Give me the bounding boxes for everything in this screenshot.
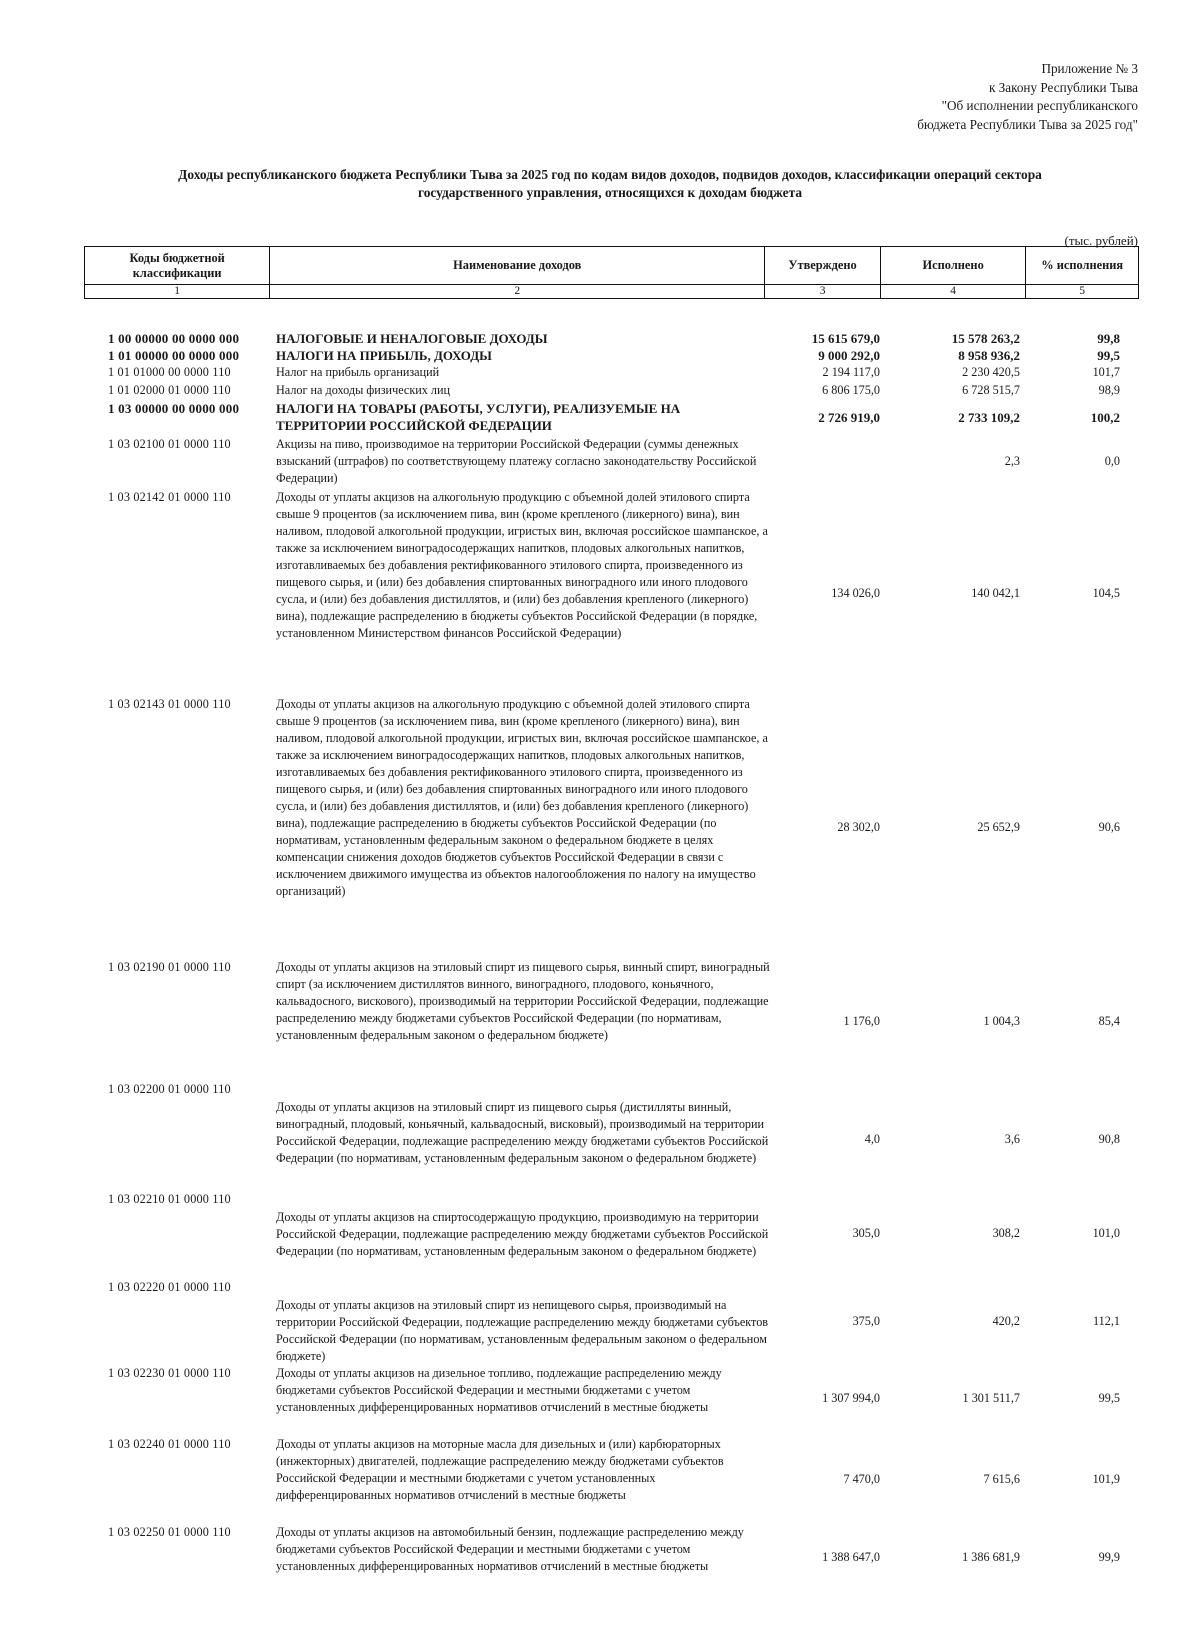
row-name: Налог на прибыль организаций xyxy=(276,365,440,379)
row-percent: 101,7 xyxy=(1092,365,1120,379)
row-percent: 99,8 xyxy=(1097,331,1120,346)
row-percent: 99,9 xyxy=(1098,1550,1120,1564)
header-executed: Исполнено xyxy=(881,247,1026,285)
header-codes: Коды бюджетной классификации xyxy=(85,247,270,285)
units-note: (тыс. рублей) xyxy=(1064,233,1138,248)
row-name: Доходы от уплаты акцизов на дизельное топливо, подлежащие распределению между бюджетами субъектов Российской Федерации и местными бюджетами с учетом установленных дифференцированных нормативов отчислений в местные бюджеты xyxy=(276,1366,722,1414)
row-executed: 1 301 511,7 xyxy=(962,1391,1020,1405)
row-percent: 98,9 xyxy=(1098,383,1120,397)
row-approved: 7 470,0 xyxy=(843,1472,880,1486)
row-approved: 1 307 994,0 xyxy=(822,1391,880,1405)
appendix-line: к Закону Республики Тыва xyxy=(988,79,1138,95)
row-executed: 3,6 xyxy=(1004,1132,1020,1146)
column-number: 5 xyxy=(1026,285,1139,299)
row-executed: 308,2 xyxy=(992,1226,1020,1240)
row-approved: 28 302,0 xyxy=(837,820,880,834)
row-percent: 85,4 xyxy=(1098,1014,1120,1028)
row-name: Доходы от уплаты акцизов на автомобильный бензин, подлежащие распределению между бюджетами субъектов Российской Федерации и местными бюджетами с учетом установленных дифференцированных нормативов отчислений в местные бюджеты xyxy=(276,1525,744,1573)
row-code: 1 01 01000 00 0000 110 xyxy=(108,365,231,379)
column-number: 3 xyxy=(765,285,881,299)
column-number: 2 xyxy=(270,285,765,299)
row-name: Доходы от уплаты акцизов на этиловый спирт из пищевого сырья, винный спирт, виноградный спирт (за исключением дистиллятов винного, виноградного, плодового, коньячного, кальвадосного, вискового), производимый на территории Российской Федерации, подлежащие распределению между бюджетами субъектов Российской Федерации (по нормативам, установленным федеральным законом о федеральном бюджете) xyxy=(276,960,770,1042)
row-approved: 15 615 679,0 xyxy=(811,331,880,346)
row-percent: 90,6 xyxy=(1098,820,1120,834)
row-executed: 25 652,9 xyxy=(977,820,1020,834)
row-executed: 420,2 xyxy=(992,1314,1020,1328)
row-percent: 99,5 xyxy=(1097,348,1120,363)
row-executed: 7 615,6 xyxy=(983,1472,1020,1486)
row-percent: 90,8 xyxy=(1098,1132,1120,1146)
row-percent: 99,5 xyxy=(1098,1391,1120,1405)
column-number: 4 xyxy=(881,285,1026,299)
title-line: Доходы республиканского бюджета Республики Тыва за 2025 год по кодам видов доходов, подвидов доходов, классификации операций сектора xyxy=(178,167,1042,182)
row-code: 1 03 02142 01 0000 110 xyxy=(108,490,231,504)
row-name: Налог на доходы физических лиц xyxy=(276,383,451,397)
row-percent: 101,9 xyxy=(1092,1472,1120,1486)
row-approved: 9 000 292,0 xyxy=(818,348,880,363)
row-code: 1 01 02000 01 0000 110 xyxy=(108,383,231,397)
row-code: 1 03 02210 01 0000 110 xyxy=(108,1192,231,1206)
row-executed: 15 578 263,2 xyxy=(951,331,1020,346)
table-header xyxy=(84,246,1139,299)
row-percent: 104,5 xyxy=(1092,586,1120,600)
row-approved: 1 388 647,0 xyxy=(822,1550,880,1564)
appendix-line: бюджета Республики Тыва за 2025 год" xyxy=(917,116,1138,132)
row-code: 1 03 02100 01 0000 110 xyxy=(108,437,231,451)
row-name: НАЛОГИ НА ТОВАРЫ (РАБОТЫ, УСЛУГИ), РЕАЛИЗУЕМЫЕ НА ТЕРРИТОРИИ РОССИЙСКОЙ ФЕДЕРАЦИИ xyxy=(276,401,681,433)
row-code: 1 03 02230 01 0000 110 xyxy=(108,1366,231,1380)
row-approved: 6 806 175,0 xyxy=(822,383,880,397)
row-name: Доходы от уплаты акцизов на этиловый спирт из непищевого сырья, производимый на территории Российской Федерации, подлежащие распределению между бюджетами субъектов Российской Федерации (по нормативам, установленным федеральным законом о федеральном бюджете) xyxy=(276,1298,769,1363)
row-name: Доходы от уплаты акцизов на алкогольную продукцию с объемной долей этилового спирта свыше 9 процентов (за исключением пива, вин (кроме крепленого (ликерного) вина), вин наливом, плодовой алкогольной продукции, игристых вин, включая российское шампанское, а также за исключением виноградосодержащих напитков, плодовых алкогольных напитков, изготавливаемых без добавления ректификованного этилового спирта, произведенного из пищевого сырья, и (или) без добавления спиртованных виноградного или иного плодового сусла, и (или) без добавления дистиллятов, и (или) без добавления крепленого (ликерного) вина), подлежащие распределению в бюджеты субъектов Российской Федерации (по нормативам, установленным федеральным законом о федеральном бюджете в целях компенсации снижения доходов бюджетов субъектов Российской Федерации в связи с исключением движимого имущества из объектов налогообложения по налогу на имущество организаций) xyxy=(276,697,768,898)
row-executed: 2,3 xyxy=(1004,454,1020,468)
row-executed: 2 230 420,5 xyxy=(962,365,1020,379)
row-approved: 1 176,0 xyxy=(843,1014,880,1028)
row-name: Доходы от уплаты акцизов на спиртосодержащую продукцию, производимую на территории Российской Федерации, подлежащие распределению между бюджетами субъектов Российской Федерации (по нормативам, установленным федеральным законом о федеральном бюджете) xyxy=(276,1210,769,1258)
column-number: 1 xyxy=(85,285,270,299)
row-name: Доходы от уплаты акцизов на моторные масла для дизельных и (или) карбюраторных (инжекторных) двигателей, подлежащие распределению между бюджетами субъектов Российской Федерации и местными бюджетами с учетом установленных дифференцированных нормативов отчислений в местные бюджеты xyxy=(276,1437,724,1502)
header-percent: % исполнения xyxy=(1026,247,1139,285)
row-approved: 305,0 xyxy=(852,1226,880,1240)
appendix-line: Приложение № 3 xyxy=(1041,61,1138,76)
row-percent: 112,1 xyxy=(1093,1314,1120,1328)
row-approved: 375,0 xyxy=(852,1314,880,1328)
row-code: 1 03 02220 01 0000 110 xyxy=(108,1280,231,1294)
header-name: Наименование доходов xyxy=(270,247,765,285)
row-name: Акцизы на пиво, производимое на территории Российской Федерации (суммы денежных взысканий (штрафов) по соответствующему платежу согласно законодательству Российской Федерации) xyxy=(276,437,757,485)
row-executed: 1 386 681,9 xyxy=(962,1550,1020,1564)
row-approved: 4,0 xyxy=(864,1132,880,1146)
row-executed: 6 728 515,7 xyxy=(962,383,1020,397)
row-approved: 134 026,0 xyxy=(831,586,880,600)
row-executed: 8 958 936,2 xyxy=(958,348,1020,363)
row-percent: 101,0 xyxy=(1092,1226,1120,1240)
row-executed: 1 004,3 xyxy=(983,1014,1020,1028)
row-code: 1 03 02250 01 0000 110 xyxy=(108,1525,231,1539)
row-name: Доходы от уплаты акцизов на этиловый спирт из пищевого сырья (дистилляты винный, виноградный, плодовый, коньячный, кальвадосный, висковый), производимый на территории Российской Федерации, подлежащие распределению между бюджетами субъектов Российской Федерации (по нормативам, установленным федеральным законом о федеральном бюджете) xyxy=(276,1100,769,1165)
row-code: 1 01 00000 00 0000 000 xyxy=(108,348,240,363)
row-name: НАЛОГОВЫЕ И НЕНАЛОГОВЫЕ ДОХОДЫ xyxy=(276,331,548,346)
appendix-line: "Об исполнении республиканского xyxy=(941,98,1138,113)
row-approved: 2 726 919,0 xyxy=(818,410,880,425)
row-executed: 140 042,1 xyxy=(971,586,1020,600)
title-line: государственного управления, относящихся к доходам бюджета xyxy=(417,185,803,200)
row-executed: 2 733 109,2 xyxy=(958,410,1020,425)
row-name: НАЛОГИ НА ПРИБЫЛЬ, ДОХОДЫ xyxy=(276,348,492,363)
row-code: 1 00 00000 00 0000 000 xyxy=(108,331,240,346)
row-approved: 2 194 117,0 xyxy=(822,365,880,379)
header-approved: Утверждено xyxy=(765,247,881,285)
document-title xyxy=(110,166,1110,202)
row-name: Доходы от уплаты акцизов на алкогольную продукцию с объемной долей этилового спирта свыше 9 процентов (за исключением пива, вин (кроме крепленого (ликерного) вина), вин наливом, плодовой алкогольной продукции, игристых вин, включая российское шампанское, а также за исключением виноградосодержащих напитков, плодовых алкогольных напитков, изготавливаемых без добавления ректификованного этилового спирта, произведенного из пищевого сырья, и (или) без добавления спиртованных виноградного или иного плодового сусла, и (или) без добавления дистиллятов, и (или) без добавления крепленого (ликерного) вина), подлежащие распределению в бюджеты субъектов Российской Федерации (в порядке, установленном Министерством финансов Российской Федерации) xyxy=(276,490,768,640)
row-code: 1 03 02190 01 0000 110 xyxy=(108,960,231,974)
row-code: 1 03 02240 01 0000 110 xyxy=(108,1437,231,1451)
row-percent: 0,0 xyxy=(1104,454,1120,468)
appendix-note xyxy=(718,60,1138,134)
row-percent: 100,2 xyxy=(1090,410,1120,425)
row-code: 1 03 02200 01 0000 110 xyxy=(108,1082,231,1096)
row-code: 1 03 02143 01 0000 110 xyxy=(108,697,231,711)
row-code: 1 03 00000 00 0000 000 xyxy=(108,401,240,416)
